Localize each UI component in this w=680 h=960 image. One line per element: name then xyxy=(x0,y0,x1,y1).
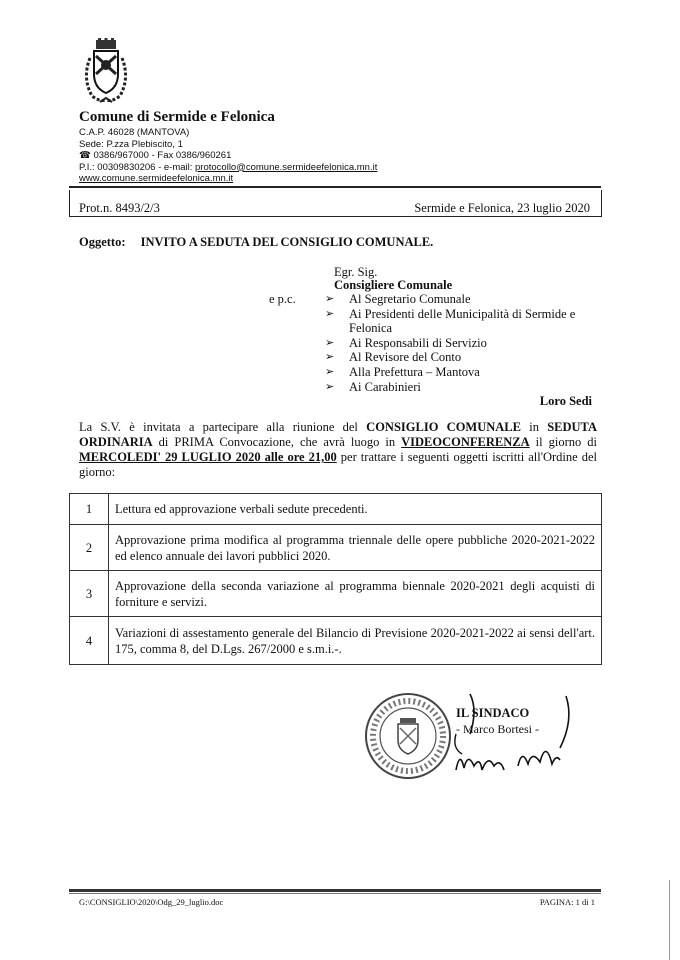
arrow-icon: ➢ xyxy=(325,336,335,349)
agenda-row xyxy=(70,617,602,665)
subject-text: INVITO A SEDUTA DEL CONSIGLIO COMUNALE. xyxy=(140,235,434,249)
address-block xyxy=(79,127,377,185)
main-recipient: Consigliere Comunale xyxy=(334,278,453,292)
arrow-icon: ➢ xyxy=(325,351,335,364)
footer-divider xyxy=(69,889,601,892)
protocol-number: Prot.n. 8493/2/3 xyxy=(79,201,160,215)
scan-edge-line xyxy=(669,880,670,960)
place-date: Sermide e Felonica, 23 luglio 2020 xyxy=(414,201,590,215)
cc-item: ➢ Al Segretario Comunale xyxy=(325,292,471,306)
pi-line xyxy=(79,162,377,174)
agenda-number: 2 xyxy=(70,525,109,571)
email-link[interactable]: protocollo@comune.sermideefelonica.mn.it xyxy=(195,161,378,173)
invitation-paragraph: La S.V. è invitata a partecipare alla riunione del CONSIGLIO COMUNALE in SEDUTA ORDINARIA di PRIMA Convocazione, che avrà luogo in VIDEOCONFERENZA il giorno di MERCOLEDI' 29 LUGLIO 2020 alle ore 21,00 per trattare i seguenti oggetti iscritti all'Ordine del giorno: xyxy=(79,420,597,479)
subject-line xyxy=(79,235,433,250)
footer-divider-thin xyxy=(69,893,601,894)
agenda-text: Approvazione prima modifica al programma triennale delle opere pubbliche 2020-2021-2022 ed elenco annuale dei lavori pubblici 2020. xyxy=(109,525,602,571)
municipal-crest-icon xyxy=(80,38,132,108)
handwritten-signature-icon xyxy=(448,690,578,780)
arrow-icon: ➢ xyxy=(325,365,335,378)
official-stamp-icon xyxy=(362,690,454,782)
cc-item: ➢ Al Revisore del Conto xyxy=(325,350,462,365)
closing: Loro Sedi xyxy=(539,394,592,408)
cc-item: ➢ Ai Responsabili di Servizio xyxy=(325,335,487,350)
phone-icon: ☎ xyxy=(79,150,94,162)
phone-line xyxy=(79,150,377,162)
sede-line: Sede: P.zza Plebiscito, 1 xyxy=(79,138,183,150)
subject-label: Oggetto: xyxy=(79,235,126,249)
municipality-name: Comune di Sermide e Felonica xyxy=(79,109,275,125)
agenda-row xyxy=(70,525,602,571)
agenda-number: 1 xyxy=(70,494,109,525)
cap-line: C.A.P. 46028 (MANTOVA) xyxy=(79,127,190,138)
salutation: Egr. Sig. xyxy=(334,265,378,279)
arrow-icon: ➢ xyxy=(325,293,335,305)
website-link[interactable]: www.comune.sermideefelonica.mn.it xyxy=(79,173,234,185)
cc-list xyxy=(325,292,595,394)
cc-item: ➢ Ai Carabinieri xyxy=(325,379,421,394)
mayor-title: IL SINDACO xyxy=(456,706,530,720)
epc-label: e p.c. xyxy=(269,292,296,306)
pi-prefix: P.I.: 00309830206 - e-mail: xyxy=(79,161,196,173)
agenda-row xyxy=(70,571,602,617)
mayor-name: - Marco Bortesi - xyxy=(456,722,539,736)
agenda-number: 4 xyxy=(70,617,109,665)
cc-item: ➢ Alla Prefettura – Mantova xyxy=(325,364,480,379)
arrow-icon: ➢ xyxy=(325,307,335,320)
file-path: G:\CONSIGLIO\2020\Odg_29_luglio.doc xyxy=(79,897,224,907)
agenda-text: Approvazione della seconda variazione al programma biennale 2020-2021 degli acquisti di forniture e servizi. xyxy=(109,571,602,617)
page-number: PAGINA: 1 di 1 xyxy=(539,897,595,907)
agenda-number: 3 xyxy=(70,571,109,617)
agenda-table xyxy=(69,493,602,665)
cc-item: ➢ Ai Presidenti delle Municipalità di Sermide e Felonica xyxy=(325,306,576,336)
agenda-text: Variazioni di assestamento generale del Bilancio di Previsione 2020-2021-2022 ai sensi dell'art. 175, comma 8, del D.Lgs. 267/2000 e s.m.i.-. xyxy=(109,617,602,665)
arrow-icon: ➢ xyxy=(325,380,335,393)
agenda-row xyxy=(70,494,602,525)
agenda-text: Lettura ed approvazione verbali sedute precedenti. xyxy=(109,494,602,525)
phone-fax: 0386/967000 - Fax 0386/960261 xyxy=(93,150,232,162)
header-divider xyxy=(69,186,601,188)
